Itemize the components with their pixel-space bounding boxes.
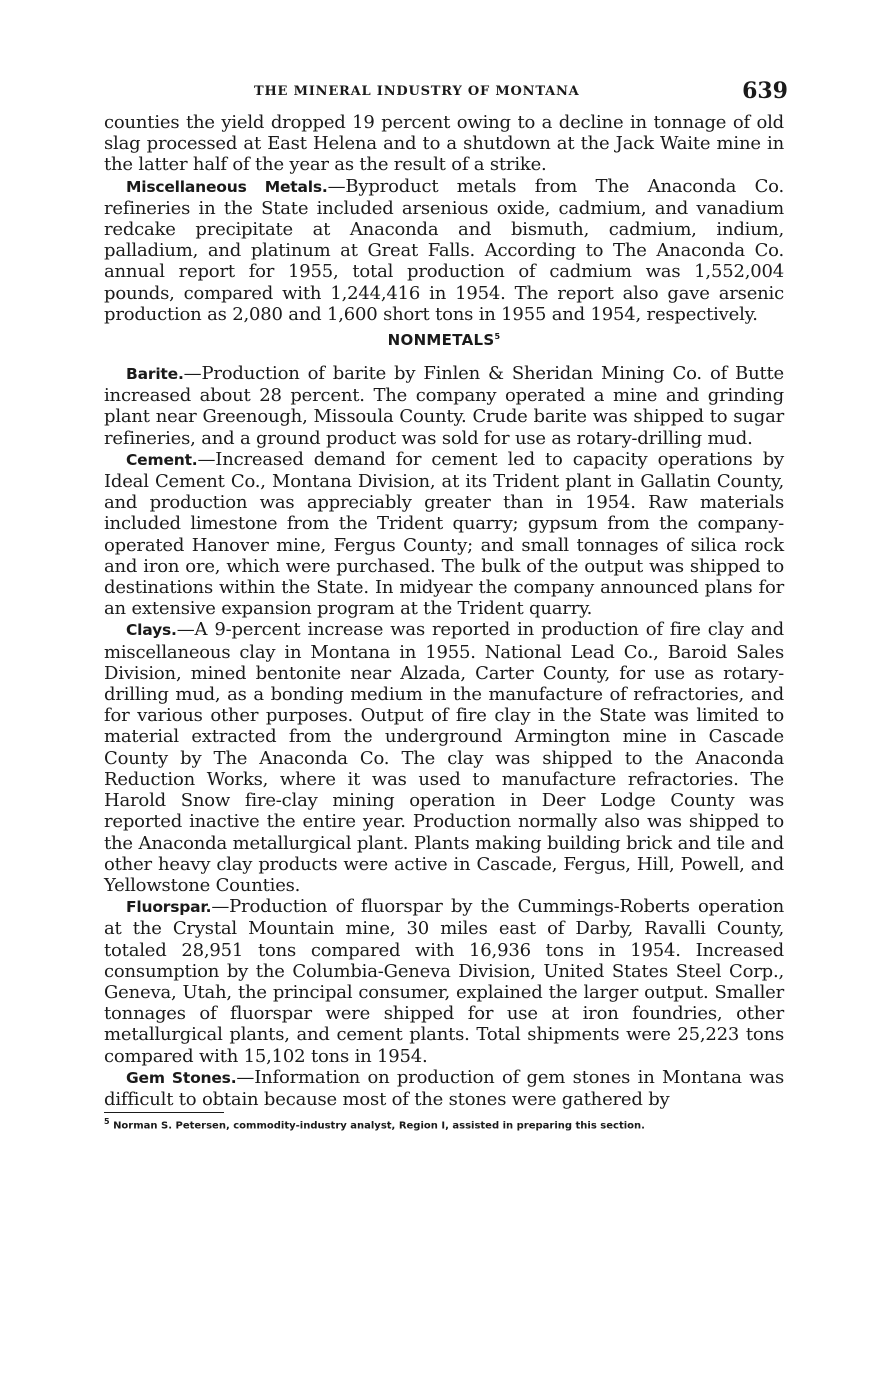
clays-text: —A 9-percent increase was reported in production of fire clay and miscellaneous clay in Montana in 1955. National Lead Co., Baroid Sales Division, mined bentonite near Alzada, Carter County, for use as rotary-drilling mud, as a bonding medium in the manufacture of refractories, and for various other purposes. Output of fire clay in the State was limited to material extracted from the underground Armington mine in Cascade County by The Anaconda Co. The clay was shipped to the Anaconda Reduction Works, where it was used to manufacture refractories. The Harold Snow fire-clay mining operation in Deer Lodge County was reported inactive the entire year. Production normally also was shipped to the Anaconda metallurgical plant. Plants making building brick and tile and other heavy clay products were active in Cascade, Fergus, Hill, Powell, and Yellowstone Counties. xyxy=(104,619,784,896)
cement-paragraph xyxy=(104,449,784,620)
section-footnote-marker: 5 xyxy=(494,332,501,342)
gem-stones-heading: Gem Stones. xyxy=(126,1068,237,1087)
barite-heading: Barite. xyxy=(126,365,184,384)
barite-paragraph xyxy=(104,363,784,449)
barite-text: —Production of barite by Finlen & Sheridan Mining Co. of Butte increased about 28 percent. The company operated a mine and grinding plant near Greenough, Missoula County. Crude barite was shipped to sugar refineries, and a ground product was sold for use as rotary-drilling mud. xyxy=(104,363,784,449)
running-title: THE MINERAL INDUSTRY OF MONTANA xyxy=(254,84,580,99)
footnote xyxy=(104,1117,784,1131)
section-heading-text: NONMETALS xyxy=(387,331,495,350)
fluorspar-text: —Production of fluorspar by the Cummings-Roberts operation at the Crystal Mountain mine, 30 miles east of Darby, Ravalli County, totaled 28,951 tons compared with 16,936 tons in 1954. Increased consumption by the Columbia-Geneva Division, United States Steel Corp., Geneva, Utah, the principal consumer, explained the larger output. Smaller tonnages of fluorspar were shipped for use at iron foundries, other metallurgical plants, and cement plants. Total shipments were 25,223 tons compared with 15,102 tons in 1954. xyxy=(104,896,784,1067)
section-heading-nonmetals xyxy=(104,331,784,349)
misc-metals-text: —Byproduct metals from The Anaconda Co. refineries in the State included arsenious oxide, cadmium, and vanadium redcake precipitate at Anaconda and bismuth, cadmium, indium, palladium, and platinum at Great Falls. According to The Anaconda Co. annual report for 1955, total production of cadmium was 1,552,004 pounds, compared with 1,244,416 in 1954. The report also gave arsenic production as 2,080 and 1,600 short tons in 1955 and 1954, respectively. xyxy=(104,175,784,325)
continuation-paragraph: counties the yield dropped 19 percent owing to a decline in tonnage of old slag processed at East Helena and to a shutdown at the Jack Waite mine in the latter half of the year as the result of a strike. xyxy=(104,112,784,176)
fluorspar-heading: Fluorspar. xyxy=(126,898,212,917)
running-header xyxy=(104,78,788,112)
fluorspar-paragraph xyxy=(104,896,784,1067)
misc-metals-paragraph xyxy=(104,176,784,325)
document-page xyxy=(104,78,788,1132)
gem-stones-text: —Information on production of gem stones in Montana was difficult to obtain because most of the stones were gathered by xyxy=(104,1066,784,1110)
clays-heading: Clays. xyxy=(126,621,177,640)
cement-text: —Increased demand for cement led to capacity operations by Ideal Cement Co., Montana Division, at its Trident plant in Gallatin County, and production was appreciably greater than in 1954. Raw materials included limestone from the Trident quarry; gypsum from the company-operated Hanover mine, Fergus County; and small tonnages of silica rock and iron ore, which were purchased. The bulk of the output was shipped to destinations within the State. In midyear the company announced plans for an extensive expansion program at the Trident quarry. xyxy=(104,448,784,620)
footnote-text: Norman S. Petersen, commodity-industry analyst, Region I, assisted in preparing this section. xyxy=(113,1120,645,1132)
cement-heading: Cement. xyxy=(126,450,198,469)
misc-metals-heading: Miscellaneous Metals. xyxy=(126,177,328,196)
footnote-divider xyxy=(104,1112,224,1113)
gem-stones-paragraph xyxy=(104,1067,784,1110)
page-number: 639 xyxy=(742,78,788,104)
footnote-marker: 5 xyxy=(104,1117,110,1127)
clays-paragraph xyxy=(104,619,784,896)
